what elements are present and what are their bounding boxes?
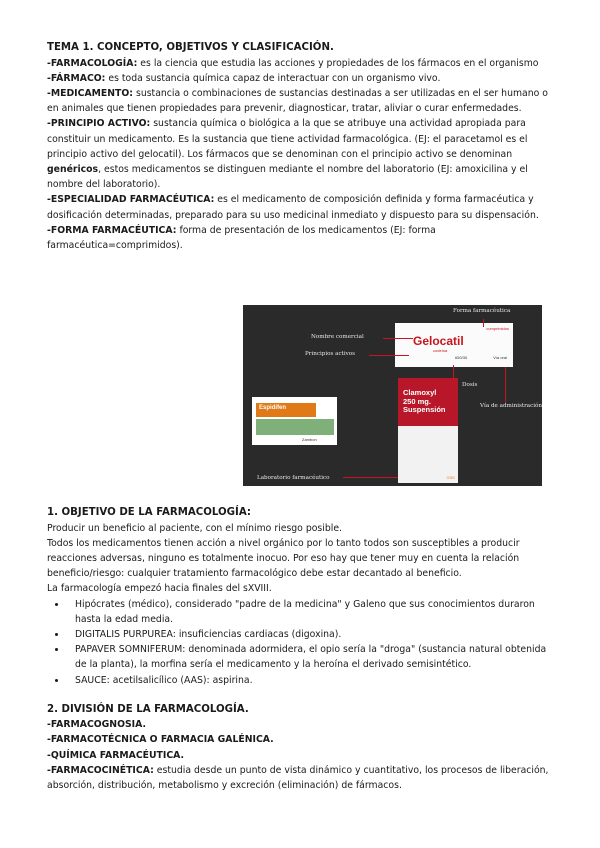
drug-packaging-figure — [243, 305, 542, 486]
def-forma — [47, 223, 557, 253]
pointer-line — [483, 319, 484, 327]
term-text: sustancia o combinaciones de sustancias destinadas a ser utilizadas en el ser humano o en animales que tienen propiedades para prevenir, diagnosticar, tratar, aliviar o curar enfermedades. — [47, 87, 548, 115]
term-label: -MEDICAMENTO: — [47, 87, 134, 99]
term-text: estudia desde un punto de vista dinámico y cuantitativo, los procesos de liberación, absorción, distribución, metabolismo y excreción (eliminación) de fármacos. — [47, 764, 549, 792]
box-text: codeína — [433, 348, 448, 353]
term-label: -FARMACOLOGÍA: — [47, 57, 138, 69]
box-text: comprimidos — [486, 326, 509, 331]
brand-espidifen: Espidifen — [259, 405, 287, 411]
list-item: • SAUCE: acetilsalicílico (AAS): aspirina. — [67, 673, 557, 688]
paragraph: Producir un beneficio al paciente, con el mínimo riesgo posible. — [47, 522, 343, 534]
box-text: GSK — [446, 475, 455, 480]
label-via: Vía de administración — [480, 403, 542, 409]
def-farmaco — [47, 71, 557, 86]
pointer-line — [453, 365, 454, 385]
brand-gelocatil: Gelocatil — [413, 334, 464, 348]
term-text: sustancia química o biológica a la que se atribuye una actividad apropiada para constituir un medicamento. Es la sustancia que tiene actividad farmacológica. (EJ: el paracetamol es el principio activo del gelocatil). Los fármacos que se denominan con el principio activo se denominan — [47, 118, 528, 160]
label-dosis: Dosis — [462, 382, 478, 388]
box-text: 650/30 — [455, 355, 468, 360]
term-label: -ESPECIALIDAD FARMACÉUTICA: — [47, 194, 215, 206]
term-label: -PRINCIPIO ACTIVO: — [47, 118, 151, 130]
clamoxyl-box — [398, 378, 458, 483]
term-text: es la ciencia que estudia las acciones y propiedades de los fármacos en el organismo — [137, 57, 539, 69]
def-medicamento — [47, 86, 557, 116]
brand-clamoxyl: Clamoxyl 250 mg. Suspensión — [403, 388, 446, 414]
term-label: -FÁRMACO: — [47, 72, 106, 84]
box-text: Zambon — [302, 437, 317, 442]
list-item: • DIGITALIS PURPUREA: insuficiencias cardiacas (digoxina). — [67, 627, 557, 642]
term-text: es el medicamento de composición definida y forma farmacéutica y dosificación determinadas, preparado para su uso medicinal inmediato y dispuesto para su dispensación. — [47, 194, 539, 221]
box-band — [398, 378, 458, 426]
box-text: Vía oral — [493, 355, 507, 360]
bullet-list — [47, 597, 557, 688]
term-emphasis: genéricos — [47, 163, 99, 175]
gelocatil-box — [395, 323, 513, 367]
def-principio-activo — [47, 116, 557, 192]
term-text: , estos medicamentos se distinguen mediante el nombre del laboratorio (EJ: amoxicilina y el nombre del laboratorio). — [47, 163, 528, 191]
section-heading: 1. OBJETIVO DE LA FARMACOLOGÍA: — [47, 507, 251, 518]
term-text: es toda sustancia química capaz de interactuar con un organismo vivo. — [105, 72, 441, 84]
pointer-line — [383, 338, 413, 339]
paragraph: La farmacología empezó hacia finales del sXVIII. — [47, 583, 272, 595]
box-band — [256, 419, 334, 435]
section-1 — [47, 505, 557, 793]
term-label: -FORMA FARMACÉUTICA: — [47, 224, 177, 236]
division-item: -FARMACOGNOSIA. — [47, 719, 147, 731]
list-item: • Hipócrates (médico), considerado "padre de la medicina" y Galeno que sus conocimientos duraron hasta la edad media. — [67, 597, 557, 627]
division-item: -QUÍMICA FARMACÉUTICA. — [47, 749, 185, 761]
list-item: • PAPAVER SOMNIFERUM: denominada adormidera, el opio sería la "droga" (sustancia natural obtenida de la planta), la morfina sería el medicamento y la heroína el derivado semisintético. — [67, 642, 557, 672]
espidifen-box — [252, 397, 337, 445]
page-title: TEMA 1. CONCEPTO, OBJETIVOS Y CLASIFICACIÓN. — [47, 42, 334, 53]
term-label: -FARMACOCINÉTICA: — [47, 764, 154, 776]
box-band — [256, 403, 316, 417]
pointer-line — [343, 477, 398, 478]
term-text: forma de presentación de los medicamentos (EJ: forma farmacéutica=comprimidos). — [47, 224, 436, 251]
paragraph: Todos los medicamentos tienen acción a nivel orgánico por lo tanto todos son susceptibles a producir reacciones adversas, ninguno es totalmente inocuo. Por eso hay que tener muy en cuenta la relación beneficio/riesgo: cualquier tratamiento farmacológico debe estar decantado al beneficio. — [47, 537, 520, 580]
label-principios: Principios activos — [305, 351, 356, 357]
label-laboratorio: Laboratorio farmacéutico — [257, 475, 330, 481]
label-nombre: Nombre comercial — [311, 334, 364, 340]
division-item: -FARMACOTÉCNICA O FARMACIA GALÉNICA. — [47, 734, 274, 746]
label-forma: Forma farmacéutica — [453, 308, 511, 314]
pointer-line — [505, 367, 506, 403]
def-especialidad — [47, 192, 557, 222]
document-page — [47, 40, 557, 253]
section-heading: 2. DIVISIÓN DE LA FARMACOLOGÍA. — [47, 703, 249, 715]
def-farmacologia — [47, 56, 557, 71]
pointer-line — [369, 355, 409, 356]
def-farmacocinetica — [47, 763, 557, 793]
